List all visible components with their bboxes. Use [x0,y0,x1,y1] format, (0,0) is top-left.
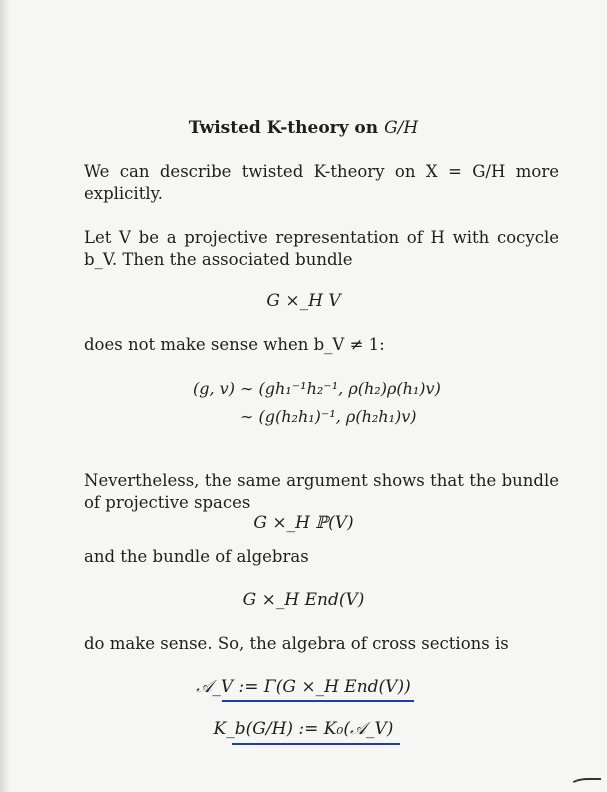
paragraph-5: and the bundle of algebras [84,547,309,566]
equation-algebra-bundle: G ×_H End(V) [242,590,365,610]
underline-twisted-k-theory [232,743,400,745]
equation-twisted-k-theory: K_b(G/H) := K₀(𝒜_V) [213,719,394,739]
equation-projective-bundle: G ×_H ℙ(V) [253,513,354,533]
paragraph-2: Let V be a projective representation of H with cocycle b_V. Then the associated bundle [84,228,559,269]
paragraph-6: do make sense. So, the algebra of cross sections is [84,634,509,653]
title-text: Twisted K-theory on [188,118,385,138]
paragraph-4: Nevertheless, the same argument shows that the bundle of projective spaces [84,471,559,512]
paragraph-3: does not make sense when b_V ≠ 1: [84,335,385,354]
equivalence-line-2: ∼ (g(h₂h₁)⁻¹, ρ(h₂h₁)v) [240,407,417,426]
page-title [0,118,607,138]
equation-bundle: G ×_H V [266,291,341,311]
title-math: G/H [384,118,419,138]
underline-cross-sections [222,700,414,702]
equivalence-line-1: (g, v) ∼ (gh₁⁻¹h₂⁻¹, ρ(h₂)ρ(h₁)v) [193,379,441,398]
corner-mark [569,778,601,792]
equation-cross-sections: 𝒜_V := Γ(G ×_H End(V)) [196,677,411,697]
equation-equivalence [193,375,441,431]
paragraph-1: We can describe twisted K-theory on X = G/H more explicitly. [84,162,559,203]
